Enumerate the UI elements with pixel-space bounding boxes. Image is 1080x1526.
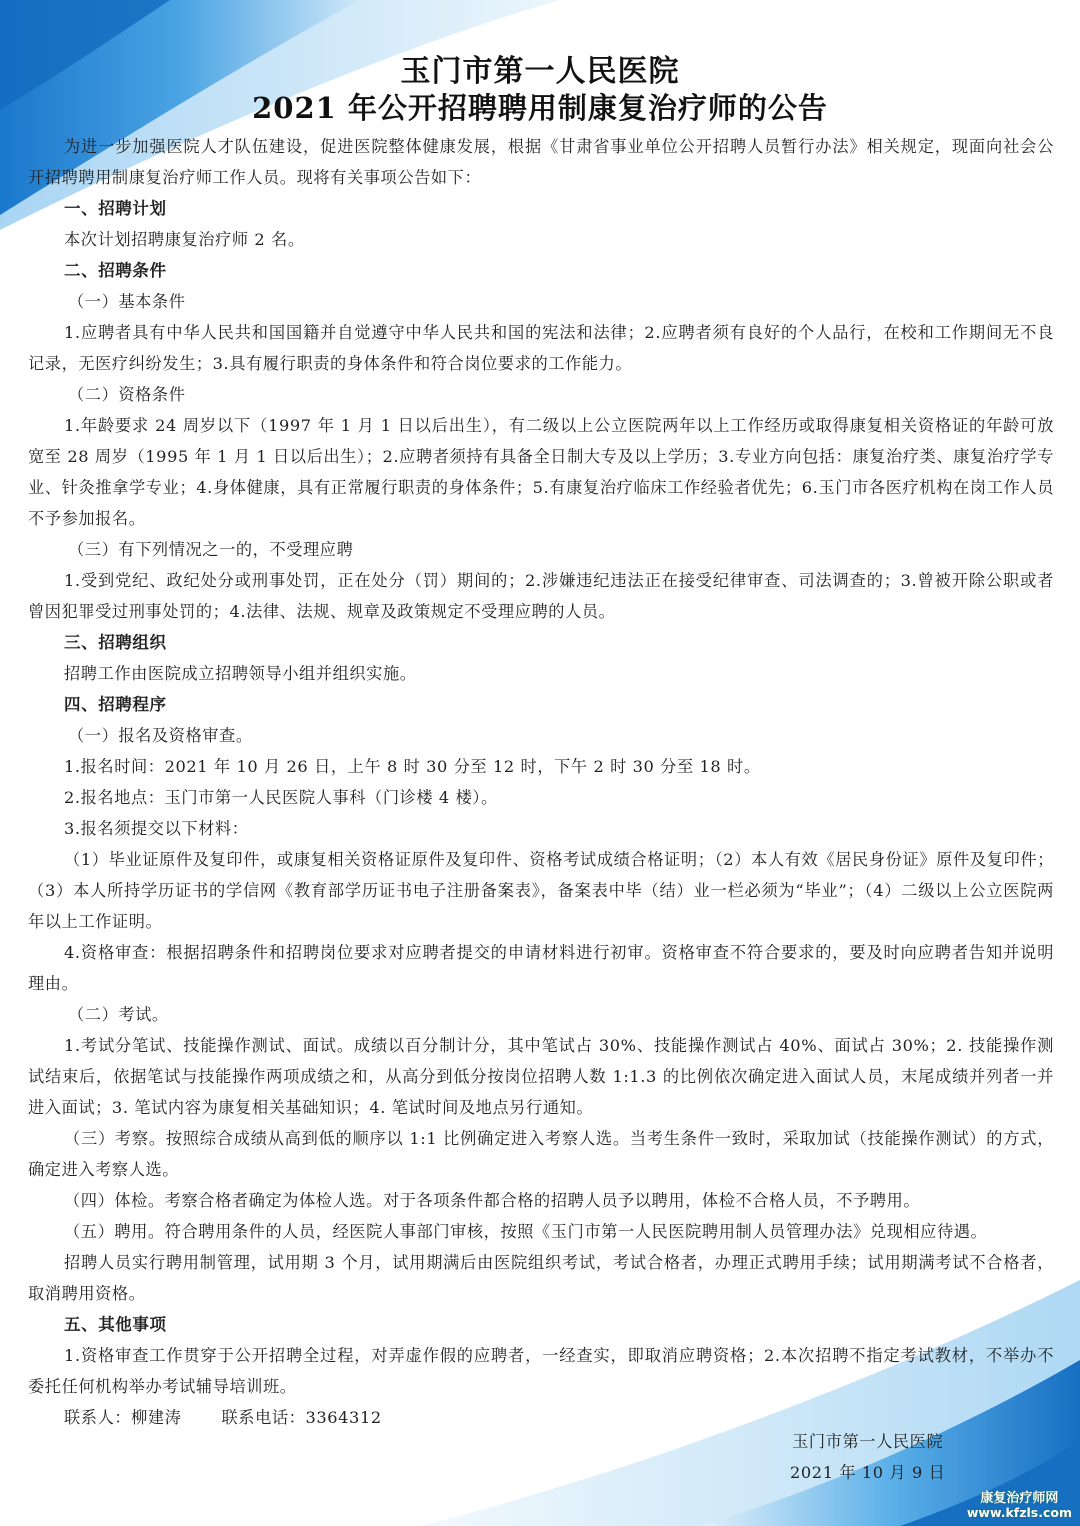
qualification-review: 4.资格审查：根据招聘条件和招聘岗位要求对应聘者提交的申请材料进行初审。资格审查不符合要求的，要及时向应聘者告知并说明理由。 <box>28 943 1054 993</box>
section1-text: 本次计划招聘康复治疗师 2 名。 <box>64 230 305 249</box>
title-hospital-name: 玉门市第一人民医院 <box>400 54 680 89</box>
probation-text: 招聘人员实行聘用制管理，试用期 3 个月，试用期满后由医院组织考试，考试合格者，办理正式聘用手续；试用期满考试不合格者，取消聘用资格。 <box>28 1253 1054 1303</box>
watermark-site-name: 康复治疗师网 <box>980 1491 1059 1506</box>
contact-person: 联系人：柳建涛 <box>64 1408 182 1427</box>
signature-block <box>790 1426 945 1488</box>
section2-heading: 二、招聘条件 <box>64 261 167 280</box>
section1-heading: 一、招聘计划 <box>64 199 167 218</box>
announcement-body <box>28 131 1054 1433</box>
materials-label: 3.报名须提交以下材料： <box>64 819 249 838</box>
section3-heading: 三、招聘组织 <box>64 633 167 652</box>
signature-date: 2021 年 10 月 9 日 <box>790 1463 946 1482</box>
section3-text: 招聘工作由医院成立招聘领导小组并组织实施。 <box>64 664 417 683</box>
materials-list: （1）毕业证原件及复印件，或康复相关资格证原件及复印件、资格考试成绩合格证明；（2）本人有效《居民身份证》原件及复印件；（3）本人所持学历证书的学信网《教育部学历证书电子注册备案表》，备案表中毕（结）业一栏必须为“毕业”；（4）二级以上公立医院两年以上工作证明。 <box>28 850 1054 931</box>
inspection-text: （三）考察。按照综合成绩从高到低的顺序以 1:1 比例确定进入考察人选。当考生条件一致时，采取加试（技能操作测试）的方式，确定进入考察人选。 <box>28 1129 1054 1179</box>
registration-time: 1.报名时间：2021 年 10 月 26 日，上午 8 时 30 分至 12 时，下午 2 时 30 分至 18 时。 <box>64 757 761 776</box>
physical-exam-text: （四）体检。考察合格者确定为体检人选。对于各项条件都合格的招聘人员予以聘用，体检不合格人员，不予聘用。 <box>64 1191 921 1210</box>
section2-sub1-text: 1.应聘者具有中华人民共和国国籍并自觉遵守中华人民共和国的宪法和法律；2.应聘者须有良好的个人品行，在校和工作期间无不良记录，无医疗纠纷发生；3.具有履行职责的身体条件和符合岗位要求的工作能力。 <box>28 323 1054 373</box>
site-watermark <box>967 1492 1072 1520</box>
hiring-text: （五）聘用。符合聘用条件的人员，经医院人事部门审核，按照《玉门市第一人民医院聘用制人员管理办法》兑现相应待遇。 <box>64 1222 988 1241</box>
intro-paragraph: 为进一步加强医院人才队伍建设，促进医院整体健康发展，根据《甘肃省事业单位公开招聘人员暂行办法》相关规定，现面向社会公开招聘聘用制康复治疗师工作人员。现将有关事项公告如下： <box>28 137 1054 187</box>
section4-sub2-heading: （二）考试。 <box>68 1005 169 1024</box>
exam-text: 1.考试分笔试、技能操作测试、面试。成绩以百分制计分，其中笔试占 30%、技能操作测试占 40%、面试占 30%；2. 技能操作测试结束后，依据笔试与技能操作两项成绩之和，从高分到低分按岗位招聘人数 1:1.3 的比例依次确定进入面试人员，末尾成绩并列者一并进入面试；3. 笔试内容为康复相关基础知识；4. 笔试时间及地点另行通知。 <box>28 1036 1054 1117</box>
title-announcement: 2021 年公开招聘聘用制康复治疗师的公告 <box>252 91 828 125</box>
section2-sub3-text: 1.受到党纪、政纪处分或刑事处罚，正在处分（罚）期间的；2.涉嫌违纪违法正在接受纪律审查、司法调查的；3.曾被开除公职或者曾因犯罪受过刑事处罚的；4.法律、法规、规章及政策规定不受理应聘的人员。 <box>28 571 1054 621</box>
registration-place: 2.报名地点：玉门市第一人民医院人事科（门诊楼 4 楼）。 <box>64 788 498 807</box>
section2-sub2-text: 1.年龄要求 24 周岁以下（1997 年 1 月 1 日以后出生），有二级以上公立医院两年以上工作经历或取得康复相关资格证的年龄可放宽至 28 周岁（1995 年 1 月 1 日以后出生）；2.应聘者须持有具备全日制大专及以上学历；3.专业方向包括：康复治疗类、康复治疗学专业、针灸推拿学专业；4.身体健康，具有正常履行职责的身体条件；5.有康复治疗临床工作经验者优先；6.玉门市各医疗机构在岗工作人员不予参加报名。 <box>28 416 1054 528</box>
section2-sub2-heading: （二）资格条件 <box>68 385 186 404</box>
section2-sub1-heading: （一）基本条件 <box>68 292 186 311</box>
signature-org: 玉门市第一人民医院 <box>792 1432 944 1451</box>
section5-heading: 五、其他事项 <box>64 1315 167 1334</box>
section5-text: 1.资格审查工作贯穿于公开招聘全过程，对弄虚作假的应聘者，一经查实，即取消应聘资格；2.本次招聘不指定考试教材，不举办不委托任何机构举办考试辅导培训班。 <box>28 1346 1054 1396</box>
watermark-url: www.kfzls.com <box>966 1505 1072 1520</box>
section4-sub1-heading: （一）报名及资格审查。 <box>68 726 253 745</box>
section4-heading: 四、招聘程序 <box>64 695 167 714</box>
section2-sub3-heading: （三）有下列情况之一的，不受理应聘 <box>68 540 354 559</box>
contact-phone: 联系电话：3364312 <box>221 1408 382 1427</box>
